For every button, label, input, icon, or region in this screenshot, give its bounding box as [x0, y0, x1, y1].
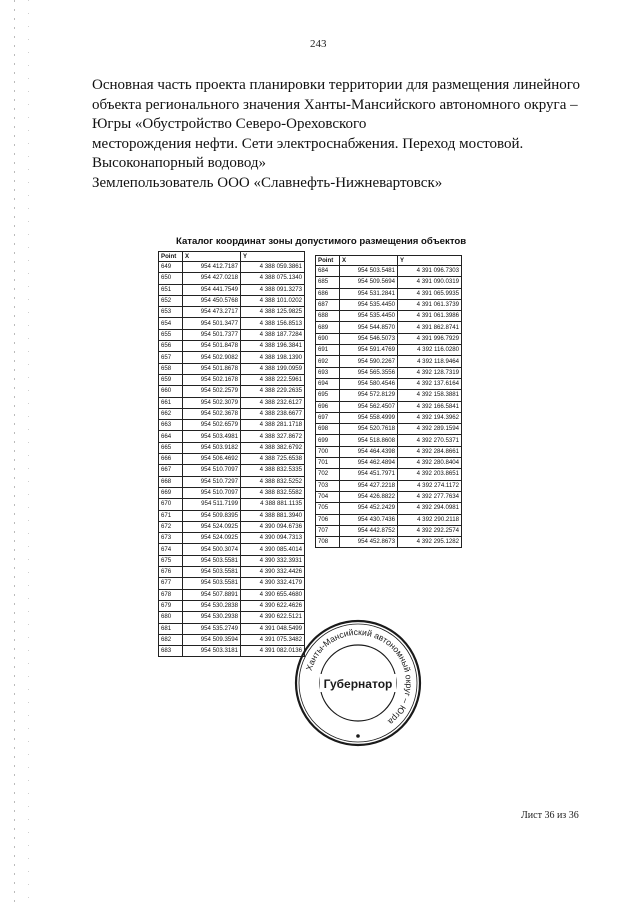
table-row	[159, 341, 305, 352]
table-row	[316, 435, 462, 446]
y-cell: 4 388 125.9825	[241, 307, 305, 318]
governor-seal	[293, 618, 423, 748]
x-cell: 954 501.7377	[183, 329, 241, 340]
point-cell: 663	[159, 420, 183, 431]
x-cell: 954 510.7097	[183, 465, 241, 476]
y-cell: 4 388 059.3861	[241, 262, 305, 273]
point-cell: 674	[159, 544, 183, 555]
x-cell: 954 544.8570	[340, 322, 398, 333]
x-cell: 954 430.7436	[340, 514, 398, 525]
x-cell: 954 412.7187	[183, 262, 241, 273]
point-cell: 668	[159, 476, 183, 487]
x-cell: 954 502.2579	[183, 386, 241, 397]
x-cell: 954 572.8129	[340, 390, 398, 401]
point-cell: 686	[316, 288, 340, 299]
point-cell: 652	[159, 295, 183, 306]
table-row	[316, 446, 462, 457]
point-cell: 692	[316, 356, 340, 367]
x-cell: 954 535.4450	[340, 299, 398, 310]
x-cell: 954 535.4450	[340, 311, 398, 322]
y-cell: 4 388 281.1718	[241, 420, 305, 431]
point-cell: 654	[159, 318, 183, 329]
y-cell: 4 390 332.4426	[241, 567, 305, 578]
table-row	[159, 499, 305, 510]
table-row	[159, 589, 305, 600]
point-cell: 649	[159, 262, 183, 273]
y-cell: 4 391 061.3739	[398, 299, 462, 310]
x-cell: 954 590.2267	[340, 356, 398, 367]
table-row	[159, 431, 305, 442]
table-header-row	[159, 252, 305, 262]
x-cell: 954 464.4398	[340, 446, 398, 457]
table-row	[159, 578, 305, 589]
x-cell: 954 546.5073	[340, 333, 398, 344]
point-cell: 675	[159, 555, 183, 566]
y-cell: 4 388 832.5335	[241, 465, 305, 476]
table-row	[159, 476, 305, 487]
point-cell: 689	[316, 322, 340, 333]
seal-graphic	[293, 618, 423, 748]
table-row	[159, 295, 305, 306]
header-x: X	[340, 256, 398, 266]
table-row	[316, 333, 462, 344]
point-cell: 687	[316, 299, 340, 310]
y-cell: 4 388 232.6127	[241, 397, 305, 408]
y-cell: 4 392 137.6164	[398, 378, 462, 389]
x-cell: 954 524.0925	[183, 521, 241, 532]
x-cell: 954 450.5768	[183, 295, 241, 306]
table-row	[316, 537, 462, 548]
point-cell: 655	[159, 329, 183, 340]
heading-line: Высоконапорный водовод»	[92, 155, 267, 171]
point-cell: 656	[159, 341, 183, 352]
x-cell: 954 503.4981	[183, 431, 241, 442]
point-cell: 667	[159, 465, 183, 476]
document-heading	[92, 76, 612, 193]
left-margin-dots-2	[28, 0, 29, 905]
x-cell: 954 503.5581	[183, 567, 241, 578]
point-cell: 670	[159, 499, 183, 510]
y-cell: 4 388 327.8672	[241, 431, 305, 442]
x-cell: 954 503.3181	[183, 646, 241, 657]
y-cell: 4 388 832.5582	[241, 487, 305, 498]
table-row	[316, 266, 462, 277]
point-cell: 676	[159, 567, 183, 578]
heading-line: месторождения нефти. Сети электроснабжения. Переход мостовой.	[92, 135, 524, 152]
y-cell: 4 391 075.3482	[241, 634, 305, 645]
x-cell: 954 441.7549	[183, 284, 241, 295]
x-cell: 954 530.2938	[183, 612, 241, 623]
coordinates-table-right	[315, 255, 462, 548]
point-cell: 704	[316, 491, 340, 502]
header-y: Y	[241, 252, 305, 262]
point-cell: 685	[316, 277, 340, 288]
seal-center-text: Губернатор	[323, 677, 393, 691]
point-cell: 664	[159, 431, 183, 442]
table-row	[316, 367, 462, 378]
table-row	[159, 397, 305, 408]
y-cell: 4 391 862.8741	[398, 322, 462, 333]
y-cell: 4 388 229.2635	[241, 386, 305, 397]
table-row	[159, 318, 305, 329]
table-header-row	[316, 256, 462, 266]
point-cell: 683	[159, 646, 183, 657]
x-cell: 954 427.0218	[183, 273, 241, 284]
y-cell: 4 392 118.9464	[398, 356, 462, 367]
coordinates-table-body	[159, 262, 305, 657]
y-cell: 4 391 048.5499	[241, 623, 305, 634]
point-cell: 696	[316, 401, 340, 412]
y-cell: 4 391 090.0319	[398, 277, 462, 288]
point-cell: 650	[159, 273, 183, 284]
y-cell: 4 392 203.8651	[398, 469, 462, 480]
table-row	[316, 311, 462, 322]
point-cell: 666	[159, 454, 183, 465]
table-row	[159, 408, 305, 419]
table-row	[316, 525, 462, 536]
x-cell: 954 502.6579	[183, 420, 241, 431]
x-cell: 954 502.9082	[183, 352, 241, 363]
seal-dot	[356, 734, 360, 738]
x-cell: 954 500.3074	[183, 544, 241, 555]
point-cell: 677	[159, 578, 183, 589]
point-cell: 680	[159, 612, 183, 623]
x-cell: 954 507.8891	[183, 589, 241, 600]
table-row	[159, 646, 305, 657]
point-cell: 697	[316, 412, 340, 423]
table-row	[159, 623, 305, 634]
point-cell: 681	[159, 623, 183, 634]
table-row	[316, 401, 462, 412]
y-cell: 4 388 725.6538	[241, 454, 305, 465]
header-y: Y	[398, 256, 462, 266]
y-cell: 4 391 065.9935	[398, 288, 462, 299]
x-cell: 954 591.4769	[340, 345, 398, 356]
point-cell: 673	[159, 533, 183, 544]
coordinates-table-body	[316, 266, 462, 548]
point-cell: 651	[159, 284, 183, 295]
point-cell: 684	[316, 266, 340, 277]
x-cell: 954 442.8752	[340, 525, 398, 536]
point-cell: 691	[316, 345, 340, 356]
table-row	[316, 299, 462, 310]
x-cell: 954 452.2429	[340, 503, 398, 514]
x-cell: 954 501.3477	[183, 318, 241, 329]
table-row	[316, 503, 462, 514]
y-cell: 4 392 290.2118	[398, 514, 462, 525]
y-cell: 4 392 166.5841	[398, 401, 462, 412]
point-cell: 659	[159, 374, 183, 385]
y-cell: 4 392 274.1172	[398, 480, 462, 491]
point-cell: 703	[316, 480, 340, 491]
point-cell: 690	[316, 333, 340, 344]
y-cell: 4 390 094.7313	[241, 533, 305, 544]
heading-line: Югры «Обустройство Северо-Ореховского	[92, 116, 367, 132]
table-row	[159, 487, 305, 498]
x-cell: 954 426.8822	[340, 491, 398, 502]
table-row	[159, 634, 305, 645]
y-cell: 4 390 094.6736	[241, 521, 305, 532]
y-cell: 4 388 075.1340	[241, 273, 305, 284]
table-row	[159, 567, 305, 578]
table-row	[159, 363, 305, 374]
point-cell: 657	[159, 352, 183, 363]
y-cell: 4 388 187.7284	[241, 329, 305, 340]
x-cell: 954 503.9182	[183, 442, 241, 453]
y-cell: 4 388 196.3841	[241, 341, 305, 352]
table-row	[159, 612, 305, 623]
x-cell: 954 535.2749	[183, 623, 241, 634]
table-row	[159, 454, 305, 465]
x-cell: 954 473.2717	[183, 307, 241, 318]
y-cell: 4 388 091.3273	[241, 284, 305, 295]
x-cell: 954 509.8395	[183, 510, 241, 521]
point-cell: 682	[159, 634, 183, 645]
table-row	[159, 352, 305, 363]
x-cell: 954 530.2838	[183, 600, 241, 611]
y-cell: 4 390 332.4179	[241, 578, 305, 589]
y-cell: 4 391 061.3986	[398, 311, 462, 322]
point-cell: 695	[316, 390, 340, 401]
point-cell: 669	[159, 487, 183, 498]
table-row	[316, 288, 462, 299]
x-cell: 954 452.8673	[340, 537, 398, 548]
header-x: X	[183, 252, 241, 262]
table-row	[159, 374, 305, 385]
x-cell: 954 509.3594	[183, 634, 241, 645]
table-row	[316, 356, 462, 367]
table-row	[159, 544, 305, 555]
y-cell: 4 390 085.4014	[241, 544, 305, 555]
table-row	[159, 521, 305, 532]
left-margin-dots	[14, 0, 15, 905]
table-row	[316, 322, 462, 333]
y-cell: 4 390 332.3931	[241, 555, 305, 566]
table-row	[316, 480, 462, 491]
heading-line: объекта регионального значения Ханты-Мансийского автономного округа –	[92, 96, 578, 113]
x-cell: 954 562.4507	[340, 401, 398, 412]
point-cell: 701	[316, 458, 340, 469]
point-cell: 662	[159, 408, 183, 419]
x-cell: 954 509.5694	[340, 277, 398, 288]
table-row	[316, 424, 462, 435]
sheet-counter: Лист 36 из 36	[521, 810, 579, 821]
table-row	[159, 442, 305, 453]
point-cell: 708	[316, 537, 340, 548]
y-cell: 4 392 194.3962	[398, 412, 462, 423]
table-row	[159, 307, 305, 318]
y-cell: 4 392 294.0981	[398, 503, 462, 514]
y-cell: 4 392 280.8404	[398, 458, 462, 469]
point-cell: 702	[316, 469, 340, 480]
y-cell: 4 391 096.7303	[398, 266, 462, 277]
x-cell: 954 565.3556	[340, 367, 398, 378]
table-row	[159, 329, 305, 340]
x-cell: 954 502.3678	[183, 408, 241, 419]
table-row	[316, 514, 462, 525]
x-cell: 954 502.1678	[183, 374, 241, 385]
x-cell: 954 520.7618	[340, 424, 398, 435]
coordinates-table-left	[158, 251, 305, 657]
y-cell: 4 388 198.1390	[241, 352, 305, 363]
table-row	[159, 284, 305, 295]
table-row	[159, 273, 305, 284]
table-row	[159, 600, 305, 611]
catalog-title: Каталог координат зоны допустимого размещения объектов	[176, 236, 467, 247]
heading-line: Основная часть проекта планировки территории для размещения линейного	[92, 77, 581, 93]
x-cell: 954 451.7971	[340, 469, 398, 480]
point-cell: 699	[316, 435, 340, 446]
table-row	[316, 491, 462, 502]
table-row	[316, 412, 462, 423]
header-point: Point	[316, 256, 340, 266]
x-cell: 954 462.4894	[340, 458, 398, 469]
point-cell: 705	[316, 503, 340, 514]
table-row	[159, 533, 305, 544]
table-row	[159, 262, 305, 273]
x-cell: 954 503.5481	[340, 266, 398, 277]
x-cell: 954 503.5581	[183, 555, 241, 566]
table-row	[316, 378, 462, 389]
x-cell: 954 502.3079	[183, 397, 241, 408]
y-cell: 4 388 238.6677	[241, 408, 305, 419]
y-cell: 4 392 158.3881	[398, 390, 462, 401]
x-cell: 954 524.0925	[183, 533, 241, 544]
point-cell: 671	[159, 510, 183, 521]
x-cell: 954 506.4692	[183, 454, 241, 465]
y-cell: 4 390 622.5121	[241, 612, 305, 623]
x-cell: 954 511.7199	[183, 499, 241, 510]
x-cell: 954 501.8678	[183, 363, 241, 374]
point-cell: 693	[316, 367, 340, 378]
y-cell: 4 388 156.8513	[241, 318, 305, 329]
y-cell: 4 392 295.1282	[398, 537, 462, 548]
table-row	[316, 390, 462, 401]
x-cell: 954 427.2218	[340, 480, 398, 491]
y-cell: 4 388 101.0202	[241, 295, 305, 306]
table-row	[316, 345, 462, 356]
point-cell: 672	[159, 521, 183, 532]
page-number: 243	[310, 38, 327, 50]
table-row	[159, 386, 305, 397]
header-point: Point	[159, 252, 183, 262]
y-cell: 4 388 881.1135	[241, 499, 305, 510]
y-cell: 4 388 382.6792	[241, 442, 305, 453]
point-cell: 665	[159, 442, 183, 453]
point-cell: 658	[159, 363, 183, 374]
point-cell: 660	[159, 386, 183, 397]
point-cell: 661	[159, 397, 183, 408]
heading-line: Землепользователь ООО «Славнефть-Нижневартовск»	[92, 174, 443, 191]
table-row	[159, 510, 305, 521]
point-cell: 679	[159, 600, 183, 611]
x-cell: 954 558.4999	[340, 412, 398, 423]
table-row	[159, 465, 305, 476]
point-cell: 678	[159, 589, 183, 600]
y-cell: 4 392 277.7634	[398, 491, 462, 502]
x-cell: 954 501.8478	[183, 341, 241, 352]
y-cell: 4 392 128.7319	[398, 367, 462, 378]
y-cell: 4 391 996.7929	[398, 333, 462, 344]
y-cell: 4 392 292.2574	[398, 525, 462, 536]
point-cell: 700	[316, 446, 340, 457]
x-cell: 954 518.8608	[340, 435, 398, 446]
y-cell: 4 391 082.0136	[241, 646, 305, 657]
point-cell: 694	[316, 378, 340, 389]
table-row	[159, 420, 305, 431]
table-row	[316, 458, 462, 469]
y-cell: 4 392 116.0280	[398, 345, 462, 356]
table-row	[316, 277, 462, 288]
y-cell: 4 388 222.5961	[241, 374, 305, 385]
point-cell: 698	[316, 424, 340, 435]
y-cell: 4 392 284.8661	[398, 446, 462, 457]
y-cell: 4 388 881.3940	[241, 510, 305, 521]
table-row	[316, 469, 462, 480]
point-cell: 707	[316, 525, 340, 536]
point-cell: 706	[316, 514, 340, 525]
point-cell: 653	[159, 307, 183, 318]
x-cell: 954 531.2841	[340, 288, 398, 299]
x-cell: 954 580.4546	[340, 378, 398, 389]
y-cell: 4 390 622.4626	[241, 600, 305, 611]
y-cell: 4 390 655.4680	[241, 589, 305, 600]
seal-ring-text: Ханты-Мансийский автономный округ – Югра	[303, 626, 415, 727]
y-cell: 4 392 289.1594	[398, 424, 462, 435]
point-cell: 688	[316, 311, 340, 322]
x-cell: 954 510.7097	[183, 487, 241, 498]
y-cell: 4 388 832.5252	[241, 476, 305, 487]
x-cell: 954 510.7297	[183, 476, 241, 487]
y-cell: 4 388 199.0959	[241, 363, 305, 374]
y-cell: 4 392 270.5371	[398, 435, 462, 446]
x-cell: 954 503.5581	[183, 578, 241, 589]
table-row	[159, 555, 305, 566]
